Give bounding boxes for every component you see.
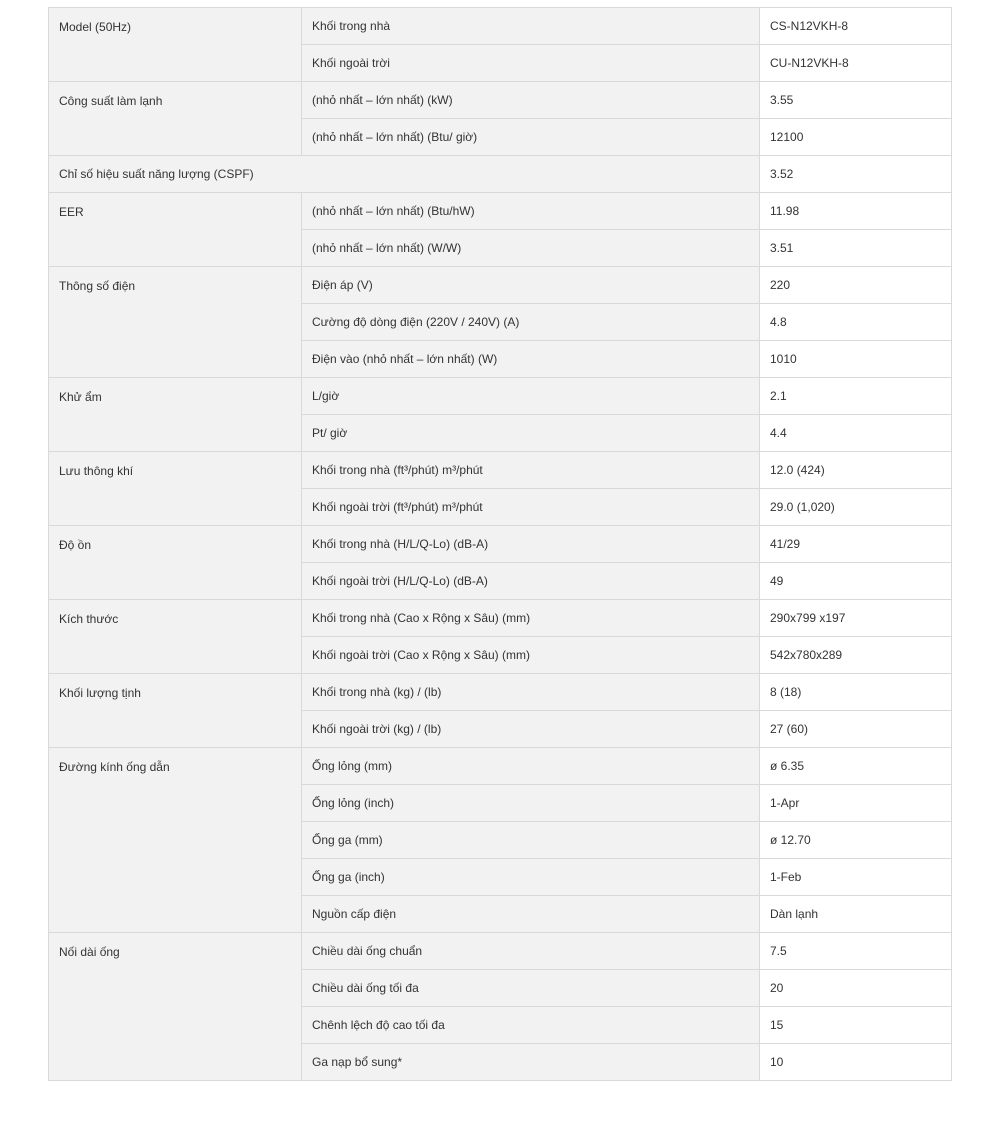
spec-property-label: Khối trong nhà (Cao x Rộng x Sâu) (mm) bbox=[302, 600, 760, 637]
spec-value: 1-Apr bbox=[760, 785, 952, 822]
spec-value: ø 6.35 bbox=[760, 748, 952, 785]
spec-value: 1-Feb bbox=[760, 859, 952, 896]
spec-value: 220 bbox=[760, 267, 952, 304]
spec-value: 7.5 bbox=[760, 933, 952, 970]
spec-property-label: (nhỏ nhất – lớn nhất) (kW) bbox=[302, 82, 760, 119]
spec-category-label: Khử ẩm bbox=[49, 378, 302, 452]
spec-value: 27 (60) bbox=[760, 711, 952, 748]
spec-value: 11.98 bbox=[760, 193, 952, 230]
spec-category-label: Đường kính ống dẫn bbox=[49, 748, 302, 933]
spec-property-label: Chiều dài ống chuẩn bbox=[302, 933, 760, 970]
spec-property-label: Khối trong nhà (ft³/phút) m³/phút bbox=[302, 452, 760, 489]
spec-property-label: Khối ngoài trời (ft³/phút) m³/phút bbox=[302, 489, 760, 526]
spec-value: 10 bbox=[760, 1044, 952, 1081]
spec-property-label: (nhỏ nhất – lớn nhất) (Btu/ giờ) bbox=[302, 119, 760, 156]
spec-value: 41/29 bbox=[760, 526, 952, 563]
spec-category-label: Chỉ số hiệu suất năng lượng (CSPF) bbox=[49, 156, 760, 193]
table-row bbox=[49, 600, 952, 637]
spec-value: 542x780x289 bbox=[760, 637, 952, 674]
table-row bbox=[49, 8, 952, 45]
spec-value: 3.52 bbox=[760, 156, 952, 193]
table-row bbox=[49, 452, 952, 489]
spec-value: 2.1 bbox=[760, 378, 952, 415]
spec-category-label: EER bbox=[49, 193, 302, 267]
table-row bbox=[49, 378, 952, 415]
spec-category-label: Khối lượng tịnh bbox=[49, 674, 302, 748]
spec-property-label: Chiều dài ống tối đa bbox=[302, 970, 760, 1007]
spec-property-label: Ống ga (inch) bbox=[302, 859, 760, 896]
spec-property-label: Pt/ giờ bbox=[302, 415, 760, 452]
spec-category-label: Lưu thông khí bbox=[49, 452, 302, 526]
spec-property-label: Khối trong nhà bbox=[302, 8, 760, 45]
spec-category-label: Nối dài ống bbox=[49, 933, 302, 1081]
spec-table bbox=[48, 7, 952, 1081]
spec-property-label: Khối ngoài trời (kg) / (lb) bbox=[302, 711, 760, 748]
spec-value: 15 bbox=[760, 1007, 952, 1044]
spec-property-label: (nhỏ nhất – lớn nhất) (Btu/hW) bbox=[302, 193, 760, 230]
spec-property-label: Khối ngoài trời (H/L/Q-Lo) (dB-A) bbox=[302, 563, 760, 600]
spec-value: 4.4 bbox=[760, 415, 952, 452]
spec-value: 20 bbox=[760, 970, 952, 1007]
table-row bbox=[49, 526, 952, 563]
spec-value: CS-N12VKH-8 bbox=[760, 8, 952, 45]
table-row bbox=[49, 748, 952, 785]
spec-value: 1010 bbox=[760, 341, 952, 378]
spec-property-label: Nguồn cấp điện bbox=[302, 896, 760, 933]
spec-category-label: Model (50Hz) bbox=[49, 8, 302, 82]
spec-property-label: Ga nạp bổ sung* bbox=[302, 1044, 760, 1081]
spec-property-label: Điện áp (V) bbox=[302, 267, 760, 304]
spec-value: 12.0 (424) bbox=[760, 452, 952, 489]
spec-property-label: Khối trong nhà (kg) / (lb) bbox=[302, 674, 760, 711]
spec-value: 3.51 bbox=[760, 230, 952, 267]
spec-value: ø 12.70 bbox=[760, 822, 952, 859]
table-row bbox=[49, 267, 952, 304]
table-row bbox=[49, 156, 952, 193]
spec-property-label: Cường độ dòng điện (220V / 240V) (A) bbox=[302, 304, 760, 341]
spec-value: 3.55 bbox=[760, 82, 952, 119]
spec-value: 4.8 bbox=[760, 304, 952, 341]
spec-value: CU-N12VKH-8 bbox=[760, 45, 952, 82]
spec-property-label: Chênh lệch độ cao tối đa bbox=[302, 1007, 760, 1044]
spec-category-label: Công suất làm lạnh bbox=[49, 82, 302, 156]
spec-category-label: Kích thước bbox=[49, 600, 302, 674]
table-row bbox=[49, 674, 952, 711]
spec-property-label: Ống ga (mm) bbox=[302, 822, 760, 859]
spec-property-label: Khối trong nhà (H/L/Q-Lo) (dB-A) bbox=[302, 526, 760, 563]
spec-value: 49 bbox=[760, 563, 952, 600]
table-row bbox=[49, 933, 952, 970]
spec-value: 8 (18) bbox=[760, 674, 952, 711]
spec-property-label: Khối ngoài trời (Cao x Rộng x Sâu) (mm) bbox=[302, 637, 760, 674]
spec-category-label: Độ ồn bbox=[49, 526, 302, 600]
spec-value: 290x799 x197 bbox=[760, 600, 952, 637]
spec-property-label: Điện vào (nhỏ nhất – lớn nhất) (W) bbox=[302, 341, 760, 378]
spec-property-label: L/giờ bbox=[302, 378, 760, 415]
table-row bbox=[49, 193, 952, 230]
spec-category-label: Thông số điện bbox=[49, 267, 302, 378]
spec-property-label: Ống lỏng (inch) bbox=[302, 785, 760, 822]
table-row bbox=[49, 82, 952, 119]
spec-property-label: (nhỏ nhất – lớn nhất) (W/W) bbox=[302, 230, 760, 267]
spec-property-label: Khối ngoài trời bbox=[302, 45, 760, 82]
spec-value: 29.0 (1,020) bbox=[760, 489, 952, 526]
spec-property-label: Ống lỏng (mm) bbox=[302, 748, 760, 785]
spec-value: Dàn lạnh bbox=[760, 896, 952, 933]
spec-value: 12100 bbox=[760, 119, 952, 156]
spec-table-body bbox=[49, 8, 952, 1081]
